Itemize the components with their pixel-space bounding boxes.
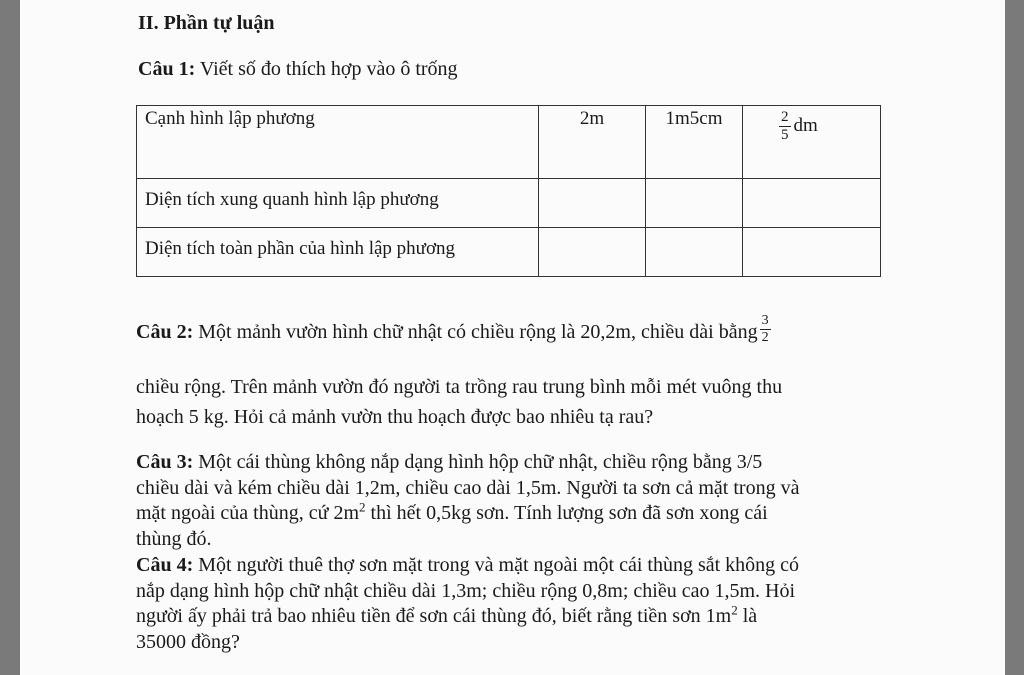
- question-1-text: Viết số đo thích hợp vào ô trống: [195, 58, 458, 80]
- document-page: [20, 0, 1005, 675]
- table-row: [137, 179, 881, 228]
- cube-table: [136, 105, 881, 277]
- fraction-2-5: $\frac{2}{5}$: [781, 109, 789, 143]
- empty-cell[interactable]: [743, 179, 881, 228]
- question-1: [138, 58, 458, 81]
- question-1-label: Câu 1:: [138, 58, 196, 80]
- question-4-label: Câu 4:: [136, 554, 194, 576]
- question-4: Câu 4: Một người thuê thợ sơn mặt trong và mặt ngoài một cái thùng sắt không có nắp dạng hình hộp chữ nhật chiều dài 1,3m; chiều rộng 0,8m; chiều cao 1,5m. Hỏi người ấy phải trả bao nhiêu tiền để sơn cái thùng đó, biết rằng tiền sơn $1m^2$ là 35000 đồng?: [136, 554, 800, 653]
- table-header-row: [137, 106, 881, 179]
- row-label-lateral-area: Diện tích xung quanh hình lập phương: [137, 179, 539, 228]
- row-label-total-area: Diện tích toàn phần của hình lập phương: [137, 228, 539, 277]
- section-heading: II. Phần tự luận: [138, 12, 275, 34]
- empty-cell[interactable]: [743, 228, 881, 277]
- question-3: Câu 3: Một cái thùng không nắp dạng hình hộp chữ nhật, chiều rộng bằng 3/5 chiều dài và kém chiều dài 1,2m, chiều cao dài 1,5m. Người ta sơn cả mặt trong và mặt ngoài của thùng, cứ $2m^2$ thì hết 0,5kg sơn. Tính lượng sơn đã sơn xong cái thùng đó.: [136, 451, 800, 550]
- fraction-3-2: $\frac{3}{2}$: [761, 313, 769, 345]
- header-fraction-dm: [743, 106, 881, 179]
- header-1m5cm: 1m5cm: [646, 106, 743, 179]
- empty-cell[interactable]: [646, 179, 743, 228]
- question-3-label: Câu 3:: [136, 451, 194, 473]
- empty-cell[interactable]: [646, 228, 743, 277]
- fraction-unit: dm: [793, 114, 818, 136]
- empty-cell[interactable]: [539, 179, 646, 228]
- question-2-body: chiều rộng. Trên mảnh vườn đó người ta trồng rau trung bình mỗi mét vuông thu hoạch 5 kg. Hỏi cả mảnh vườn thu hoạch được bao nhiêu tạ rau?: [136, 376, 783, 428]
- question-2-line-1: Câu 2: Một mảnh vườn hình chữ nhật có chiều rộng là 20,2m, chiều dài bằng $\frac{3}{2}$: [136, 313, 769, 345]
- header-2m: 2m: [539, 106, 646, 179]
- table-row: [137, 228, 881, 277]
- header-edge-label: Cạnh hình lập phương: [137, 106, 539, 179]
- question-2-label: Câu 2:: [136, 321, 194, 344]
- empty-cell[interactable]: [539, 228, 646, 277]
